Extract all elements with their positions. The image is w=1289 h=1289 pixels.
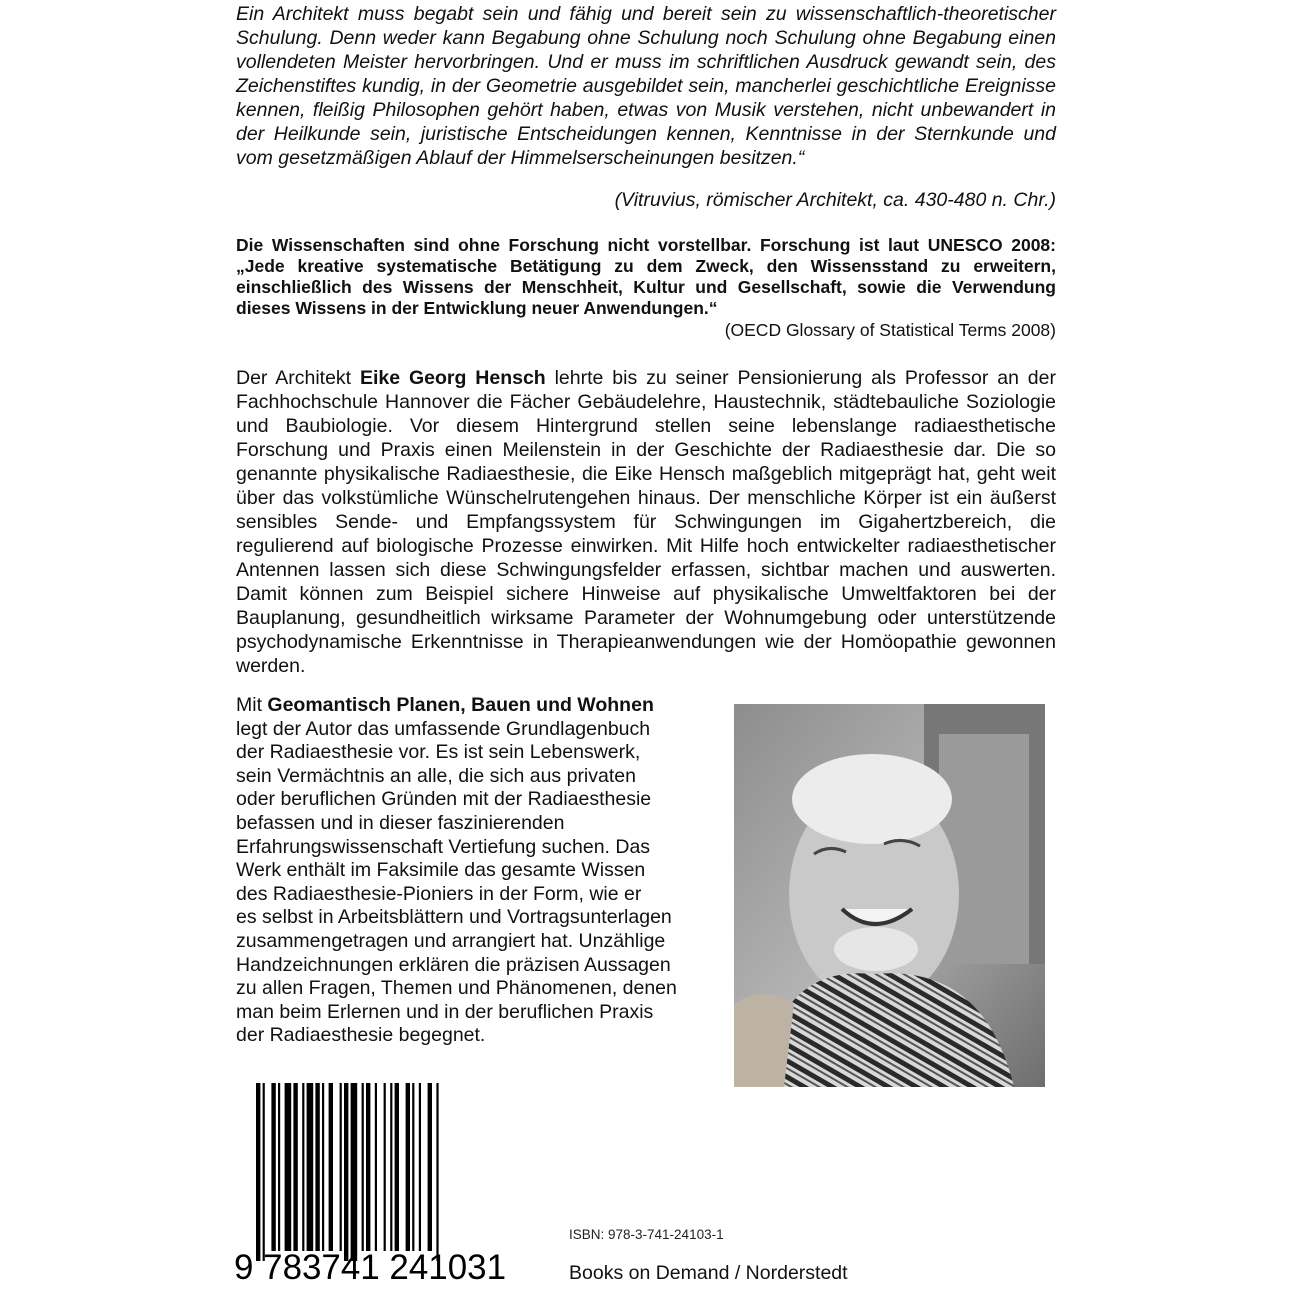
bio-body: lehrte bis zu seiner Pensionierung als Professor an der Fachhochschule Hannover die Fächer Gebäudelehre, Haustechnik, städtebauliche Soziologie und Baubiologie. Vor diesem Hintergrund stellen seine lebenslange radiaesthetische Forschung und Praxis einen Meilenstein in der Geschichte der Radiaesthesie dar. Die so genannte physikalische Radiaesthesie, die Eike Hensch maßgeblich mitgeprägt hat, geht weit über das volkstümliche Wünschelrutengehen hinaus. Der menschliche Körper ist ein äußerst sensibles Sende- und Empfangssystem für Schwingungen im Gigahertzbereich, die regulierend auf biologische Prozesse einwirken. Mit Hilfe hoch entwickelter radiaesthetischer Antennen lassen sich diese Schwingungsfelder erfassen, sichtbar machen und auswerten. Damit können zum Beispiel sichere Hinweise auf physikalische Umweltfaktoren bei der Bauplanung, gesundheitlich wirksame Parameter der Wohnumgebung oder unterstützende psychodynamische Erkenntnisse in Therapieanwendungen wie der Homöopathie gewonnen werden. xyxy=(236,367,1056,677)
book-line: zu allen Fragen, Themen und Phänomenen, denen xyxy=(236,977,677,1000)
barcode-digits: 9 783741 241031 xyxy=(234,1248,506,1283)
barcode-bar xyxy=(285,1083,292,1251)
barcode-bar xyxy=(406,1083,410,1251)
barcode-bar xyxy=(419,1083,421,1251)
book-line: sein Vermächtnis an alle, die sich aus privaten xyxy=(236,764,636,787)
bio-prefix: Der Architekt xyxy=(236,367,360,389)
vitruvius-citation: (Vitruvius, römischer Architekt, ca. 430-480 n. Chr.) xyxy=(614,189,1056,211)
book-line: man beim Erlernen und in der beruflichen Praxis xyxy=(236,1000,654,1023)
barcode-bar xyxy=(307,1083,314,1251)
barcode-bar xyxy=(344,1083,348,1261)
book-line: Werk enthält im Faksimile das gesamte Wissen xyxy=(236,859,646,882)
book-line: Handzeichnungen erklären die präzisen Aussagen xyxy=(236,953,671,976)
book-line: zusammengetragen und arrangiert hat. Unzählige xyxy=(236,929,666,952)
barcode-bar xyxy=(375,1083,377,1251)
author-photo xyxy=(734,704,1045,1087)
barcode-bar xyxy=(315,1083,319,1251)
barcode-bar xyxy=(390,1083,392,1251)
barcode-bar xyxy=(271,1083,275,1251)
book-prefix: Mit xyxy=(236,694,268,716)
barcode xyxy=(230,1083,510,1283)
barcode-bar xyxy=(329,1083,333,1251)
book-line: Erfahrungswissenschaft Vertiefung suchen. Das xyxy=(236,835,651,858)
author-biography xyxy=(236,366,1056,678)
barcode-bar xyxy=(395,1083,399,1251)
book-line: legt der Autor das umfassende Grundlagenbuch xyxy=(236,717,651,740)
unesco-definition: Die Wissenschaften sind ohne Forschung nicht vorstellbar. Forschung ist laut UNESCO 2008: „Jede kreative systematische Betätigung zu dem Zweck, den Wissensstand zu erweitern, einschließlich des Wissens der Menschheit, Kultur und Gesellschaft, sowie die Verwendung dieses Wissens in der Entwicklung neuer Anwendungen.“ xyxy=(236,235,1056,318)
barcode-bar xyxy=(256,1083,260,1261)
barcode-bar xyxy=(436,1083,438,1261)
book-line: oder beruflichen Gründen mit der Radiaesthesie xyxy=(236,788,652,811)
book-line xyxy=(236,694,706,718)
book-line: des Radiaesthesie-Pioniers in der Form, wie er xyxy=(236,882,642,905)
book-line: es selbst in Arbeitsblättern und Vortragsunterlagen xyxy=(236,906,672,929)
book-line: befassen und in dieser faszinierenden xyxy=(236,811,565,834)
barcode-bar xyxy=(428,1083,432,1251)
author-name: Eike Georg Hensch xyxy=(359,367,546,389)
barcode-bar xyxy=(322,1083,324,1251)
book-line: der Radiaesthesie vor. Es ist sein Lebenswerk, xyxy=(236,741,641,764)
book-line: der Radiaesthesie begegnet. xyxy=(236,1024,486,1047)
barcode-bar xyxy=(366,1083,370,1251)
isbn-label: ISBN: 978-3-741-24103-1 xyxy=(569,1227,724,1242)
oecd-citation: (OECD Glossary of Statistical Terms 2008) xyxy=(724,320,1056,340)
barcode-bar xyxy=(278,1083,280,1251)
barcode-bar xyxy=(351,1083,358,1261)
barcode-bar xyxy=(412,1083,414,1251)
barcode-bar xyxy=(340,1083,342,1251)
barcode-bar xyxy=(263,1083,265,1261)
book-description xyxy=(236,694,706,1048)
barcode-bar xyxy=(362,1083,364,1251)
book-title: Geomantisch Planen, Bauen und Wohnen xyxy=(267,694,654,716)
barcode-bar xyxy=(293,1083,297,1251)
barcode-bar xyxy=(302,1083,304,1251)
vitruvius-quote: Ein Architekt muss begabt sein und fähig und bereit sein zu wissenschaftlich-theoretischer Schulung. Denn weder kann Begabung ohne Schulung noch Schulung ohne Begabung einen vollendeten Meister hervorbringen. Und er muss im schriftlichen Ausdruck gewandt sein, des Zeichenstiftes kundig, in der Geometrie ausgebildet sein, mancherlei geschichtliche Ereignisse kennen, fleißig Philosophen gehört haben, etwas von Musik verstehen, nicht unbewandert in der Heilkunde sein, juristische Entscheidungen kennen, Kenntnisse in der Sternkunde und vom gesetzmäßigen Ablauf der Himmelserscheinungen besitzen.“ xyxy=(236,3,1056,169)
barcode-bar xyxy=(384,1083,386,1251)
publisher-label: Books on Demand / Norderstedt xyxy=(569,1262,848,1284)
